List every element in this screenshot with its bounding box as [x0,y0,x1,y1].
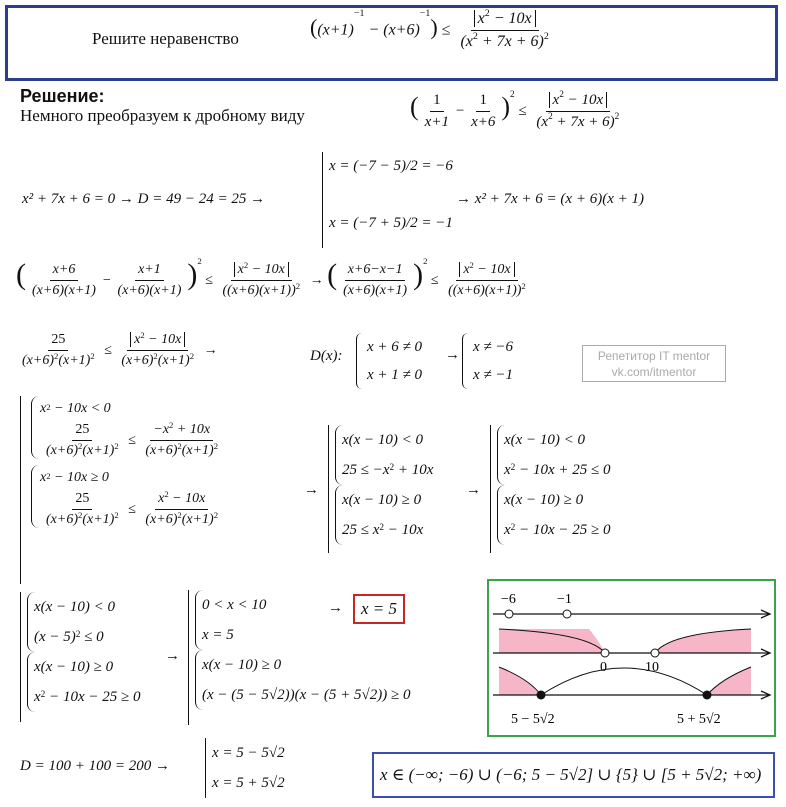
point-0 [601,649,609,657]
number-line-svg [489,581,774,735]
label-5minus: 5 − 5√2 [511,712,555,727]
root2: x = (−7 + 5)/2 = −1 [329,215,453,231]
factorization: → x² + 7x + 6 = (x + 6)(x + 1) [456,191,644,207]
domain-label: D(x): [310,348,343,364]
system-cases-2: x(x − 10) < 0 $25 \le -x^2 + 10x$ x(x − 10) ≥ 0 $25 \le x^2 - 10x$ [328,425,433,553]
label-10: 10 [645,660,659,675]
step-fraction-form: ( $\frac{1}{x+1}$ − $\frac{1}{x+6}$ )$^2$ ≤ $\frac{x^2 - 10x}{(x^2 + 7x + 6)^2}$ [410,90,620,131]
domain-system [356,333,422,389]
watermark [582,345,726,382]
shade-3-right [707,667,751,695]
domain-result [462,333,513,389]
point-5minus [537,691,546,700]
label-minus1: −1 [557,592,572,607]
solution-intro: Немного преобразуем к дробному виду [20,106,305,125]
domain-c1: x + 6 ≠ 0 [367,339,423,355]
solution-heading: Решение: [20,86,105,106]
point-5plus [703,691,712,700]
root-b: x = 5 + 5√2 [212,775,285,791]
root-a: x = 5 − 5√2 [212,745,285,761]
discriminant-2: D = 100 + 100 = 200 → [20,758,170,774]
arrow-domain: → [445,347,460,363]
label-0: 0 [600,660,607,675]
arrow-1: → [304,482,319,498]
answer-x5: x = 5 [353,594,405,624]
root1: x = (−7 − 5)/2 = −6 [329,158,453,174]
watermark-line1: Репетитор IT mentor [597,349,711,363]
domain-r1: x ≠ −6 [473,339,514,355]
arrow-4: → [328,600,343,616]
shade-3-left [499,667,541,695]
point-minus6 [505,610,513,618]
step-quadratic: x² + 7x + 6 = 0 → D = 49 − 24 = 25 → [22,191,266,207]
label-minus6: −6 [501,592,516,607]
system-cases-4: x(x − 10) < 0 $(x - 5)^2 \le 0$ x(x − 10) ≥ 0 $x^2 - 10x - 25 \ge 0$ [20,592,140,722]
task-label: Решите неравенство [92,29,239,48]
roots-block [322,152,453,248]
domain-c2: x + 1 ≠ 0 [367,367,423,383]
watermark-line2: vk.com/itmentor [611,365,697,379]
system-cases-3: x(x − 10) < 0 $x^2 - 10x + 25 \le 0$ x(x − 10) ≥ 0 $x^2 - 10x - 25 \ge 0$ [490,425,610,553]
arrow-2: → [466,482,481,498]
arrow-3: → [165,648,180,664]
label-5plus: 5 + 5√2 [677,712,721,727]
number-line-panel [487,579,776,737]
system-cases: $x^2 - 10x < 0$ $\frac{25}{(x+6)^2(x+1)^2}$ ≤ $\frac{-x^2 + 10x}{(x+6)^2(x+1)^2}$ $x^2 - 10x \ge 0$ $\frac{25}{(x+6)^2(x+1)^2}$ ≤ $\frac{x^2 - 10x}{(x+6)^2(x+1)^2}$ [20,396,224,584]
point-minus1 [563,610,571,618]
domain-r2: x ≠ −1 [473,367,514,383]
task-inequality: $((x+1)^{-1} - (x+6)^{-1})$ ≤ $\frac{x^2 - 10x}{(x^2 + 7x + 6)^2}$ [310,8,549,51]
step-substitution: ( $\frac{x+6}{(x+6)(x+1)}$ − $\frac{x+1}{(x+6)(x+1)}$ )$^2$ ≤ $\frac{x^2 - 10x}{((x+6)(x+1))^2}$ → ( $\frac{x+6-x-1}{(x+6)(x+1)}$ )$^2$ ≤ $\frac{x^2 - 10x}{((x+6)(x+1))^2}$ [16,256,526,299]
point-10 [651,649,659,657]
shade-2-left [499,629,605,653]
curve-3-mid [541,668,707,695]
step-simplified: $\frac{25}{(x+6)^2(x+1)^2}$ ≤ $\frac{x^2 - 10x}{(x+6)^2(x+1)^2}$ → [22,330,218,369]
final-answer: x ∈ (−∞; −6) ∪ (−6; 5 − 5√2] ∪ {5} ∪ [5 + 5√2; +∞) [372,752,775,798]
system-cases-5: 0 < x < 10 x = 5 x(x − 10) ≥ 0 (x − (5 − 5√2))(x − (5 + 5√2)) ≥ 0 [188,590,410,725]
shade-2-right [655,629,751,653]
roots-block-2 [205,738,285,798]
